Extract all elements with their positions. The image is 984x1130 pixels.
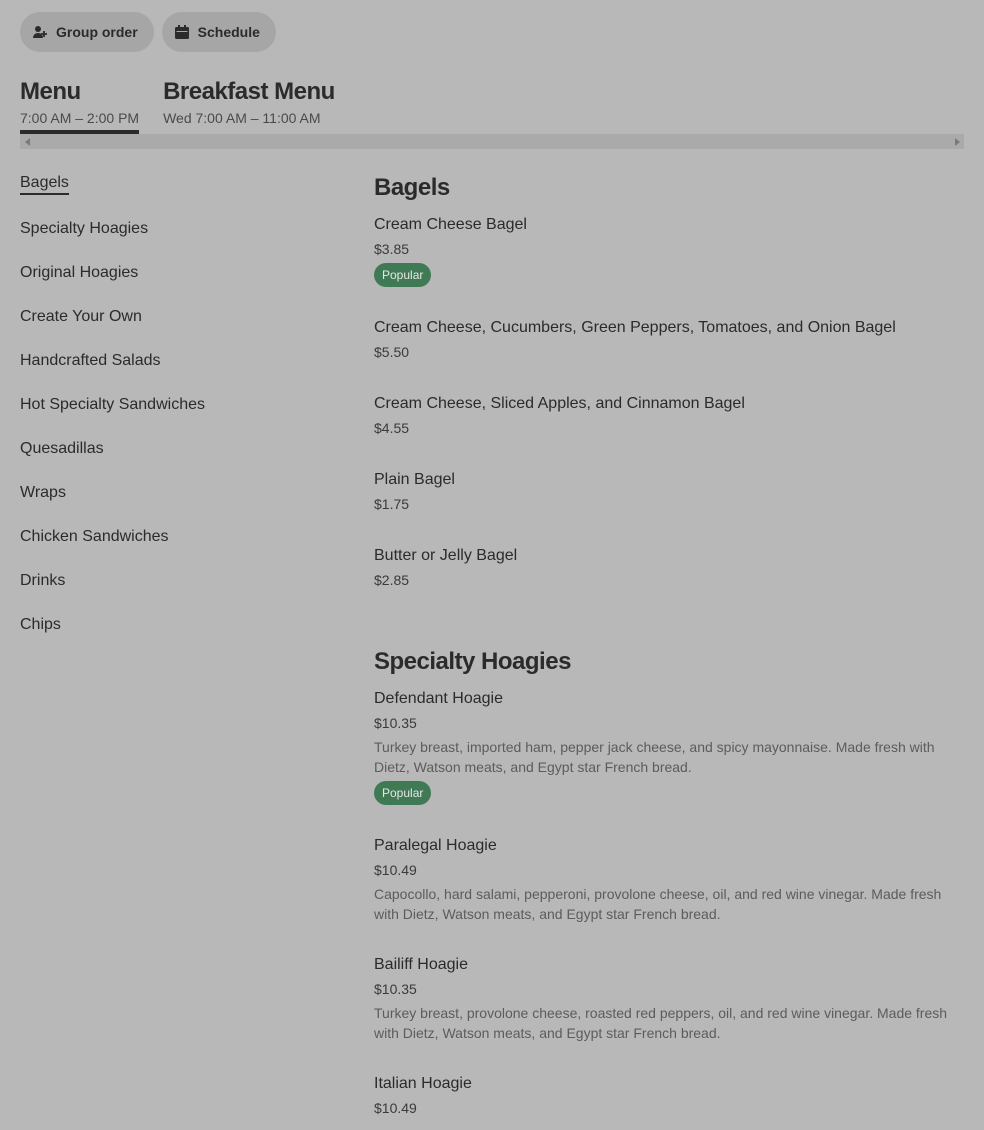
- item-description: Turkey breast, provolone cheese, roasted red peppers, oil, and red wine vinegar. Made fresh with Dietz, Watson meats, and Egypt star French bread.: [374, 1005, 948, 1041]
- tab-breakfast-menu-hours: Wed 7:00 AM – 11:00 AM: [163, 110, 321, 126]
- scroll-right-icon[interactable]: [949, 134, 964, 149]
- popular-badge: Popular: [374, 781, 431, 805]
- item-price: $2.85: [374, 572, 410, 588]
- item-price: $10.35: [374, 715, 417, 731]
- item-name: Plain Bagel: [374, 471, 455, 488]
- horizontal-scrollbar[interactable]: [20, 134, 964, 149]
- item-name: Cream Cheese Bagel: [374, 216, 527, 233]
- item-price: $10.49: [374, 862, 417, 878]
- item-price: $5.50: [374, 344, 410, 360]
- menu-item[interactable]: [374, 954, 964, 1043]
- section-title-specialty-hoagies: Specialty Hoagies: [374, 648, 571, 675]
- item-price: $1.75: [374, 496, 410, 512]
- item-name: Defendant Hoagie: [374, 690, 503, 707]
- group-order-label: Group order: [56, 24, 138, 40]
- calendar-icon: [174, 24, 190, 40]
- item-price: $4.55: [374, 420, 410, 436]
- item-name: Cream Cheese, Sliced Apples, and Cinnamon Bagel: [374, 395, 745, 412]
- item-name: Butter or Jelly Bagel: [374, 547, 518, 564]
- tab-menu-hours: 7:00 AM – 2:00 PM: [20, 110, 140, 126]
- menu-item[interactable]: [374, 214, 964, 287]
- menu-item[interactable]: [374, 393, 964, 438]
- menu-item[interactable]: [374, 469, 964, 514]
- tab-menu-title: Menu: [20, 78, 81, 105]
- tab-breakfast-menu-title: Breakfast Menu: [163, 78, 335, 105]
- sidebar-item-handcrafted-salads[interactable]: Handcrafted Salads: [20, 352, 161, 369]
- sidebar-item-wraps[interactable]: Wraps: [20, 484, 66, 501]
- item-name: Paralegal Hoagie: [374, 837, 497, 854]
- item-name: Cream Cheese, Cucumbers, Green Peppers, Tomatoes, and Onion Bagel: [374, 319, 896, 336]
- group-order-button[interactable]: [20, 12, 154, 52]
- item-description: Capocollo, hard salami, pepperoni, provolone cheese, oil, and red wine vinegar. Made fresh with Dietz, Watson meats, and Egypt star French bread.: [374, 886, 942, 922]
- section-title-bagels: Bagels: [374, 174, 450, 201]
- menu-item[interactable]: [374, 545, 964, 590]
- top-actions: [20, 12, 276, 52]
- sidebar-item-specialty-hoagies[interactable]: Specialty Hoagies: [20, 220, 149, 237]
- sidebar-item-chicken-sandwiches[interactable]: Chicken Sandwiches: [20, 528, 169, 545]
- sidebar-item-chips[interactable]: Chips: [20, 616, 61, 633]
- sidebar-item-bagels[interactable]: Bagels: [20, 172, 205, 218]
- menu-item[interactable]: [374, 835, 964, 924]
- tab-breakfast-menu[interactable]: [163, 76, 335, 134]
- popular-badge: Popular: [374, 263, 431, 287]
- menu-item[interactable]: [374, 317, 964, 362]
- item-name: Italian Hoagie: [374, 1075, 472, 1092]
- sidebar-item-drinks[interactable]: Drinks: [20, 572, 66, 589]
- item-price: $3.85: [374, 241, 410, 257]
- schedule-button[interactable]: [162, 12, 276, 52]
- item-price: $10.35: [374, 981, 417, 997]
- item-price: $10.49: [374, 1100, 417, 1116]
- sidebar-item-quesadillas[interactable]: Quesadillas: [20, 440, 104, 457]
- schedule-label: Schedule: [197, 24, 260, 40]
- menu-content: [374, 172, 964, 1118]
- menu-item[interactable]: [374, 1073, 964, 1118]
- menu-tabs: [20, 76, 335, 134]
- sidebar-item-create-your-own[interactable]: Create Your Own: [20, 308, 142, 325]
- sidebar-item-original-hoagies[interactable]: Original Hoagies: [20, 264, 139, 281]
- menu-item[interactable]: [374, 688, 964, 805]
- tab-menu[interactable]: [20, 76, 139, 134]
- item-name: Bailiff Hoagie: [374, 956, 468, 973]
- add-person-icon: [32, 24, 48, 40]
- category-sidebar: [20, 172, 205, 658]
- sidebar-item-hot-specialty-sandwiches[interactable]: Hot Specialty Sandwiches: [20, 396, 205, 413]
- scroll-left-icon[interactable]: [20, 134, 35, 149]
- item-description: Turkey breast, imported ham, pepper jack cheese, and spicy mayonnaise. Made fresh with Dietz, Watson meats, and Egypt star French bread.: [374, 739, 935, 775]
